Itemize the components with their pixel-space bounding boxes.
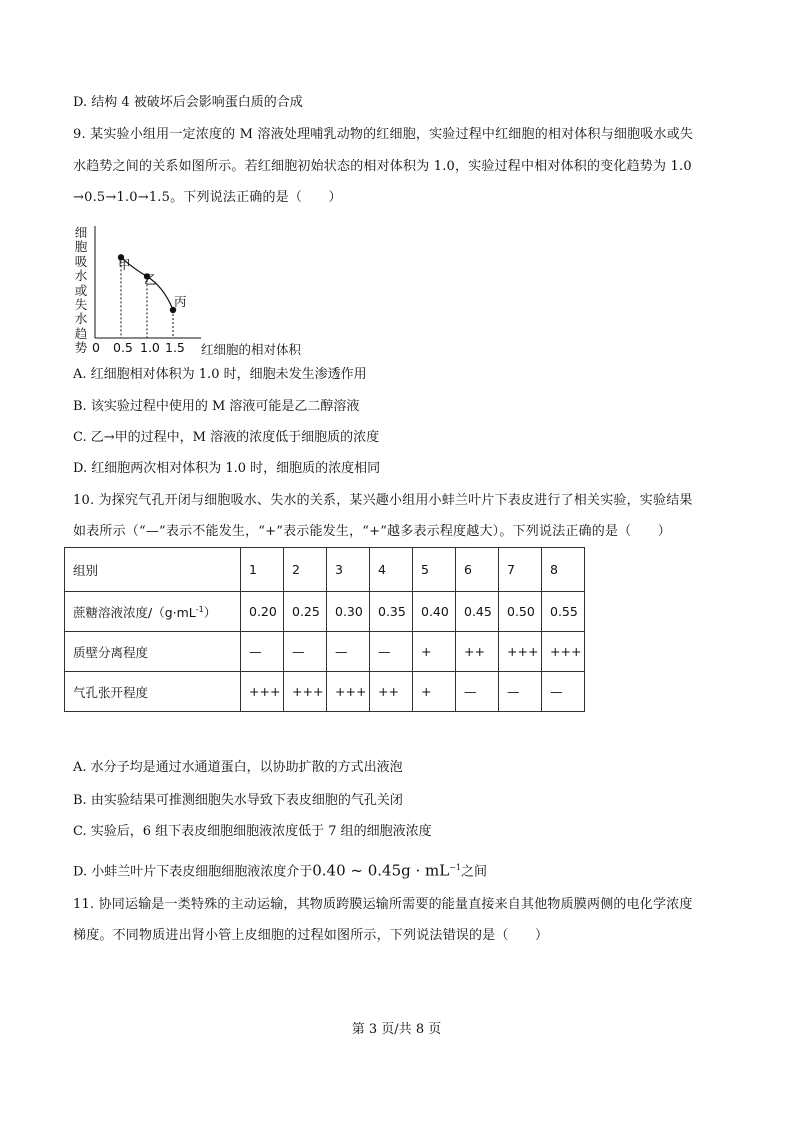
table-header-cell: 6 [456, 548, 499, 592]
q9-stem-line2: 水趋势之间的关系如图所示。若红细胞初始状态的相对体积为 1.0，实验过程中相对体积的变化趋势为 1.0 [73, 159, 692, 174]
q11-stem-line2: 梯度。不同物质进出肾小管上皮细胞的过程如图所示，下列说法错误的是（ ） [73, 928, 549, 943]
table-cell: +++ [284, 672, 327, 712]
table-cell: 0.35 [370, 592, 413, 632]
table-cell: 0.45 [456, 592, 499, 632]
point-label-jia: 甲 [118, 257, 131, 272]
q10-stem-line1: 10. 为探究气孔开闭与细胞吸水、失水的关系，某兴趣小组用小蚌兰叶片下表皮进行了相关实验，实验结果 [73, 493, 693, 508]
q10-option-b: B. 由实验结果可推测细胞失水导致下表皮细胞的气孔关闭 [73, 793, 403, 808]
table-row [65, 672, 585, 712]
q9-figure [68, 222, 328, 362]
q10-data-table [64, 547, 585, 712]
q9-option-a: A. 红细胞相对体积为 1.0 时，细胞未发生渗透作用 [73, 367, 367, 382]
concentration-formula: 0.40 ~ 0.45g · mL [312, 861, 450, 880]
table-header-cell: 4 [370, 548, 413, 592]
q9-option-d: D. 红细胞两次相对体积为 1.0 时，细胞质的浓度相同 [73, 461, 381, 476]
tick-1-5: 1.5 [165, 340, 185, 355]
row-label-sucrose: 蔗糖溶液浓度$/(g\cdot mL^{-1})$ [65, 592, 241, 632]
q9-option-b: B. 该实验过程中使用的 M 溶液可能是乙二醇溶液 [73, 399, 360, 414]
table-cell: + [413, 672, 456, 712]
q10-option-d: D. 小蚌兰叶片下表皮细胞细胞液浓度介于0.40 ~ $0.45g \cdot mL^{-1}$之间 [73, 861, 488, 880]
table-cell: ++ [370, 672, 413, 712]
tick-origin: 0 [92, 340, 100, 355]
table-cell: 0.25 [284, 592, 327, 632]
figure-xlabel: 红细胞的相对体积 [201, 342, 302, 357]
tick-1-0: 1.0 [140, 340, 160, 355]
table-header-cell: 1 [241, 548, 284, 592]
table-cell: — [456, 672, 499, 712]
table-cell: + [413, 632, 456, 672]
table-cell: +++ [241, 672, 284, 712]
q11-stem-line1: 11. 协同运输是一类特殊的主动运输，其物质跨膜运输所需要的能量直接来自其他物质膜两侧的电化学浓度 [73, 897, 693, 912]
table-cell: 0.20 [241, 592, 284, 632]
table-cell: 0.55 [542, 592, 585, 632]
table-row [65, 548, 585, 592]
table-cell: +++ [327, 672, 370, 712]
table-header-cell: 2 [284, 548, 327, 592]
point-label-yi: 乙 [144, 272, 157, 287]
table-cell: 0.40 [413, 592, 456, 632]
table-header-cell: 7 [499, 548, 542, 592]
table-cell: — [241, 632, 284, 672]
table-row [65, 632, 585, 672]
point-label-bing: 丙 [174, 294, 187, 309]
table-cell: — [284, 632, 327, 672]
figure-ylabel: 细 胞 吸 水 或 失 水 趋 势 [74, 225, 88, 356]
table-cell: — [542, 672, 585, 712]
page-footer: 第 3 页/共 8 页 [351, 1022, 442, 1037]
table-cell: ++ [456, 632, 499, 672]
table-cell: 0.30 [327, 592, 370, 632]
q8-option-d: D. 结构 4 被破坏后会影响蛋白质的合成 [73, 95, 303, 110]
q9-option-c: C. 乙→甲的过程中，M 溶液的浓度低于细胞质的浓度 [73, 430, 380, 445]
table-header-cell: 5 [413, 548, 456, 592]
tick-0-5: 0.5 [113, 340, 133, 355]
table-cell: — [327, 632, 370, 672]
table-cell: +++ [542, 632, 585, 672]
table-header-cell: 组别 [65, 548, 241, 592]
table-cell: +++ [499, 632, 542, 672]
table-row [65, 592, 585, 632]
table-cell: 0.50 [499, 592, 542, 632]
q10-stem-line2: 如表所示（“—”表示不能发生，“+”表示能发生，“+”越多表示程度越大）。下列说法正确的是（ ） [73, 524, 671, 539]
q10-option-c: C. 实验后，6 组下表皮细胞细胞液浓度低于 7 组的细胞液浓度 [73, 824, 432, 839]
table-header-cell: 3 [327, 548, 370, 592]
q9-stem-line3: →0.5→1.0→1.5。下列说法正确的是（ ） [73, 190, 342, 205]
table-header-cell: 8 [542, 548, 585, 592]
q9-stem-line1: 9. 某实验小组用一定浓度的 M 溶液处理哺乳动物的红细胞，实验过程中红细胞的相对体积与细胞吸水或失 [73, 127, 694, 142]
table-cell: — [499, 672, 542, 712]
row-label-plasmolysis: 质壁分离程度 [65, 632, 241, 672]
q10-option-a: A. 水分子均是通过水通道蛋白，以协助扩散的方式出液泡 [73, 760, 403, 775]
row-label-stomata: 气孔张开程度 [65, 672, 241, 712]
table-cell: — [370, 632, 413, 672]
